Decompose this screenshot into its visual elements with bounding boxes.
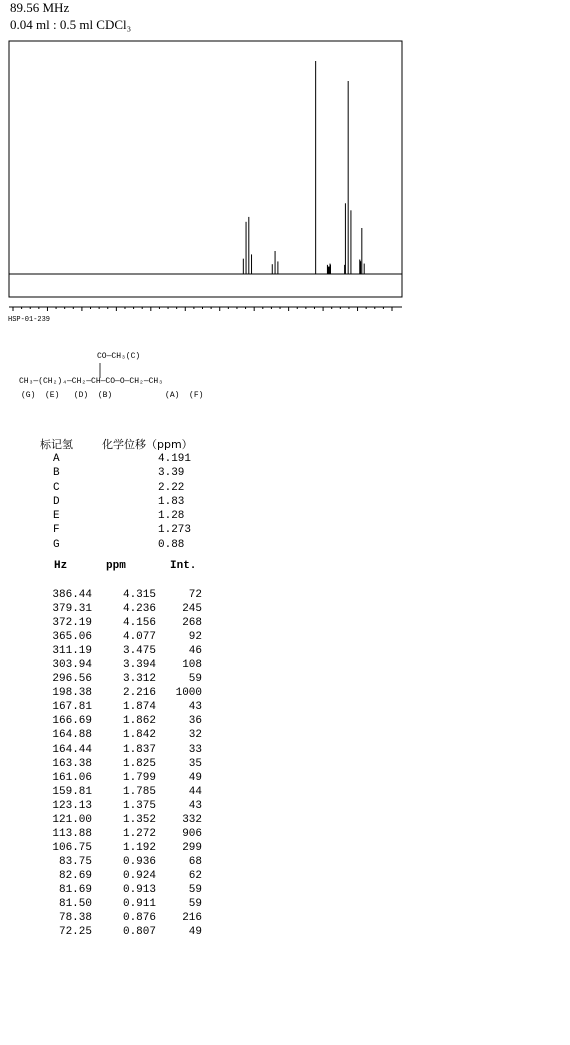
ppm-cell: 1.352 [122,813,156,826]
int-cell: 49 [188,771,202,784]
ppm-cell: 1.842 [122,729,156,742]
assignment-label: E [53,510,60,523]
ppm-cell: 0.913 [122,883,156,896]
int-cell: 62 [188,869,202,882]
peak-row [40,911,202,925]
assignment-row [40,523,193,537]
int-cell: 1000 [175,687,202,700]
hz-cell: 303.94 [52,659,92,672]
peak-row [40,672,202,686]
peak-row [40,714,202,728]
ppm-cell: 0.876 [122,912,156,925]
hz-cell: 82.69 [58,869,92,882]
int-cell: 46 [188,645,202,658]
int-cell: 906 [182,827,202,840]
int-cell: 332 [182,813,202,826]
int-header: Int. [170,560,197,572]
ppm-cell: 1.272 [122,827,156,840]
peak-row [40,700,202,714]
hz-cell: 113.88 [52,827,92,840]
ppm-cell: 1.825 [122,757,156,770]
hz-cell: 198.38 [52,687,92,700]
assignment-row [40,452,193,466]
int-cell: 299 [182,841,202,854]
ppm-cell: 0.924 [122,869,156,882]
hz-cell: 372.19 [52,617,92,630]
ppm-cell: 0.807 [122,926,156,939]
int-cell: 44 [188,785,202,798]
assignment-row [40,538,193,552]
x-axis [8,307,402,312]
peak-row [40,855,202,869]
ppm-cell: 4.315 [122,589,156,601]
peak-row [40,785,202,799]
peak-row [40,686,202,700]
int-cell: 59 [188,883,202,896]
hz-cell: 161.06 [52,771,92,784]
hz-header: Hz [54,560,68,572]
hz-cell: 106.75 [52,841,92,854]
peak-row [40,841,202,855]
hz-cell: 386.44 [52,589,92,601]
hz-cell: 81.50 [58,898,92,911]
ppm-cell: 3.394 [122,659,156,672]
structure-backbone: CH₃—(CH₂)₄—CH₂—CH—CO—O—CH₂—CH₃ [19,377,164,386]
hz-cell: 83.75 [58,855,92,868]
assignment-row [40,509,193,523]
ppm-cell: 2.216 [122,687,156,700]
hz-cell: 164.88 [52,729,92,742]
ppm-cell: 1.862 [122,715,156,728]
sample-concentration: 0.04 ml : 0.5 ml CDCl₃ [10,17,132,32]
structure-labels: (G) (E) (D) (B) (A) (F) [21,391,204,400]
ppm-cell: 1.837 [122,743,156,756]
hz-cell: 163.38 [52,757,92,770]
ppm-cell: 1.785 [122,785,156,798]
int-cell: 245 [182,603,202,616]
ppm-cell: 4.077 [122,631,156,644]
int-cell: 92 [188,631,202,644]
int-cell: 43 [188,799,202,812]
assignment-label: B [53,467,60,480]
assignment-label: G [53,538,60,551]
peak-row [40,799,202,813]
peak-row [40,813,202,827]
assignment-shift: 1.28 [158,510,185,523]
ppm-cell: 1.799 [122,771,156,784]
assignment-header-label: 标记氢 [40,438,73,451]
peak-row [40,869,202,883]
assignment-shift: 1.83 [158,495,185,508]
assignment-rows [40,452,193,552]
assignment-shift: 2.22 [158,481,185,494]
peak-row [40,630,202,644]
assignment-label: F [53,524,60,537]
ppm-cell: 0.936 [122,855,156,868]
ppm-cell: 3.312 [122,673,156,686]
assignment-label: C [53,481,60,494]
spectrum-code: HSP-01-239 [8,316,51,324]
peak-row [40,588,202,602]
peak-row [40,658,202,672]
assignment-shift: 4.191 [158,453,192,465]
hz-cell: 311.19 [52,645,92,658]
nmr-spectrum-chart [0,30,570,312]
hz-cell: 81.69 [58,883,92,896]
assignment-shift: 0.88 [158,538,185,551]
hz-cell: 78.38 [58,912,92,925]
peak-row [40,883,202,897]
assignment-header-shift: 化学位移（ppm） [102,438,193,451]
structure-formula [0,344,240,404]
peak-row [40,771,202,785]
spectrum-peaks [243,61,364,274]
int-cell: 36 [188,715,202,728]
peak-row [40,743,202,757]
peak-row [40,644,202,658]
assignment-label: A [53,453,60,465]
structure-substituent: CO—CH₃(C) [97,352,141,361]
hz-cell: 296.56 [52,673,92,686]
ppm-cell: 0.911 [122,898,156,911]
peak-row [40,728,202,742]
assignment-row [40,481,193,495]
int-cell: 43 [188,701,202,714]
assignment-table [40,438,193,552]
ppm-cell: 1.192 [122,841,156,854]
int-cell: 33 [188,743,202,756]
int-cell: 59 [188,898,202,911]
ppm-cell: 1.874 [122,701,156,714]
int-cell: 59 [188,673,202,686]
peak-table-header [40,558,202,574]
hz-cell: 379.31 [52,603,92,616]
int-cell: 35 [188,757,202,770]
ppm-cell: 4.156 [122,617,156,630]
peak-row [40,897,202,911]
structure-bond [0,344,240,404]
spectrometer-frequency: 89.56 MHz [10,0,70,15]
hz-cell: 166.69 [52,715,92,728]
peak-row [40,616,202,630]
int-cell: 72 [188,589,202,601]
peak-row [40,925,202,939]
ppm-cell: 1.375 [122,799,156,812]
hz-cell: 121.00 [52,813,92,826]
plot-frame [9,41,402,297]
ppm-cell: 4.236 [122,603,156,616]
assignment-label: D [53,495,60,508]
int-cell: 68 [188,855,202,868]
hz-cell: 167.81 [52,701,92,714]
assignment-header [40,438,193,452]
int-cell: 49 [188,926,202,939]
peak-row [40,827,202,841]
peak-table [40,558,202,939]
assignment-shift: 1.273 [158,524,192,537]
int-cell: 268 [182,617,202,630]
peak-row [40,757,202,771]
hz-cell: 72.25 [58,926,92,939]
ppm-cell: 3.475 [122,645,156,658]
hz-cell: 159.81 [52,785,92,798]
hz-cell: 123.13 [52,799,92,812]
ppm-header: ppm [106,560,126,572]
int-cell: 108 [182,659,202,672]
peak-row [40,602,202,616]
hz-cell: 365.06 [52,631,92,644]
int-cell: 32 [188,729,202,742]
assignment-row [40,495,193,509]
peak-table-rows [40,588,202,939]
assignment-shift: 3.39 [158,467,185,480]
hz-cell: 164.44 [52,743,92,756]
assignment-row [40,466,193,480]
int-cell: 216 [182,912,202,925]
